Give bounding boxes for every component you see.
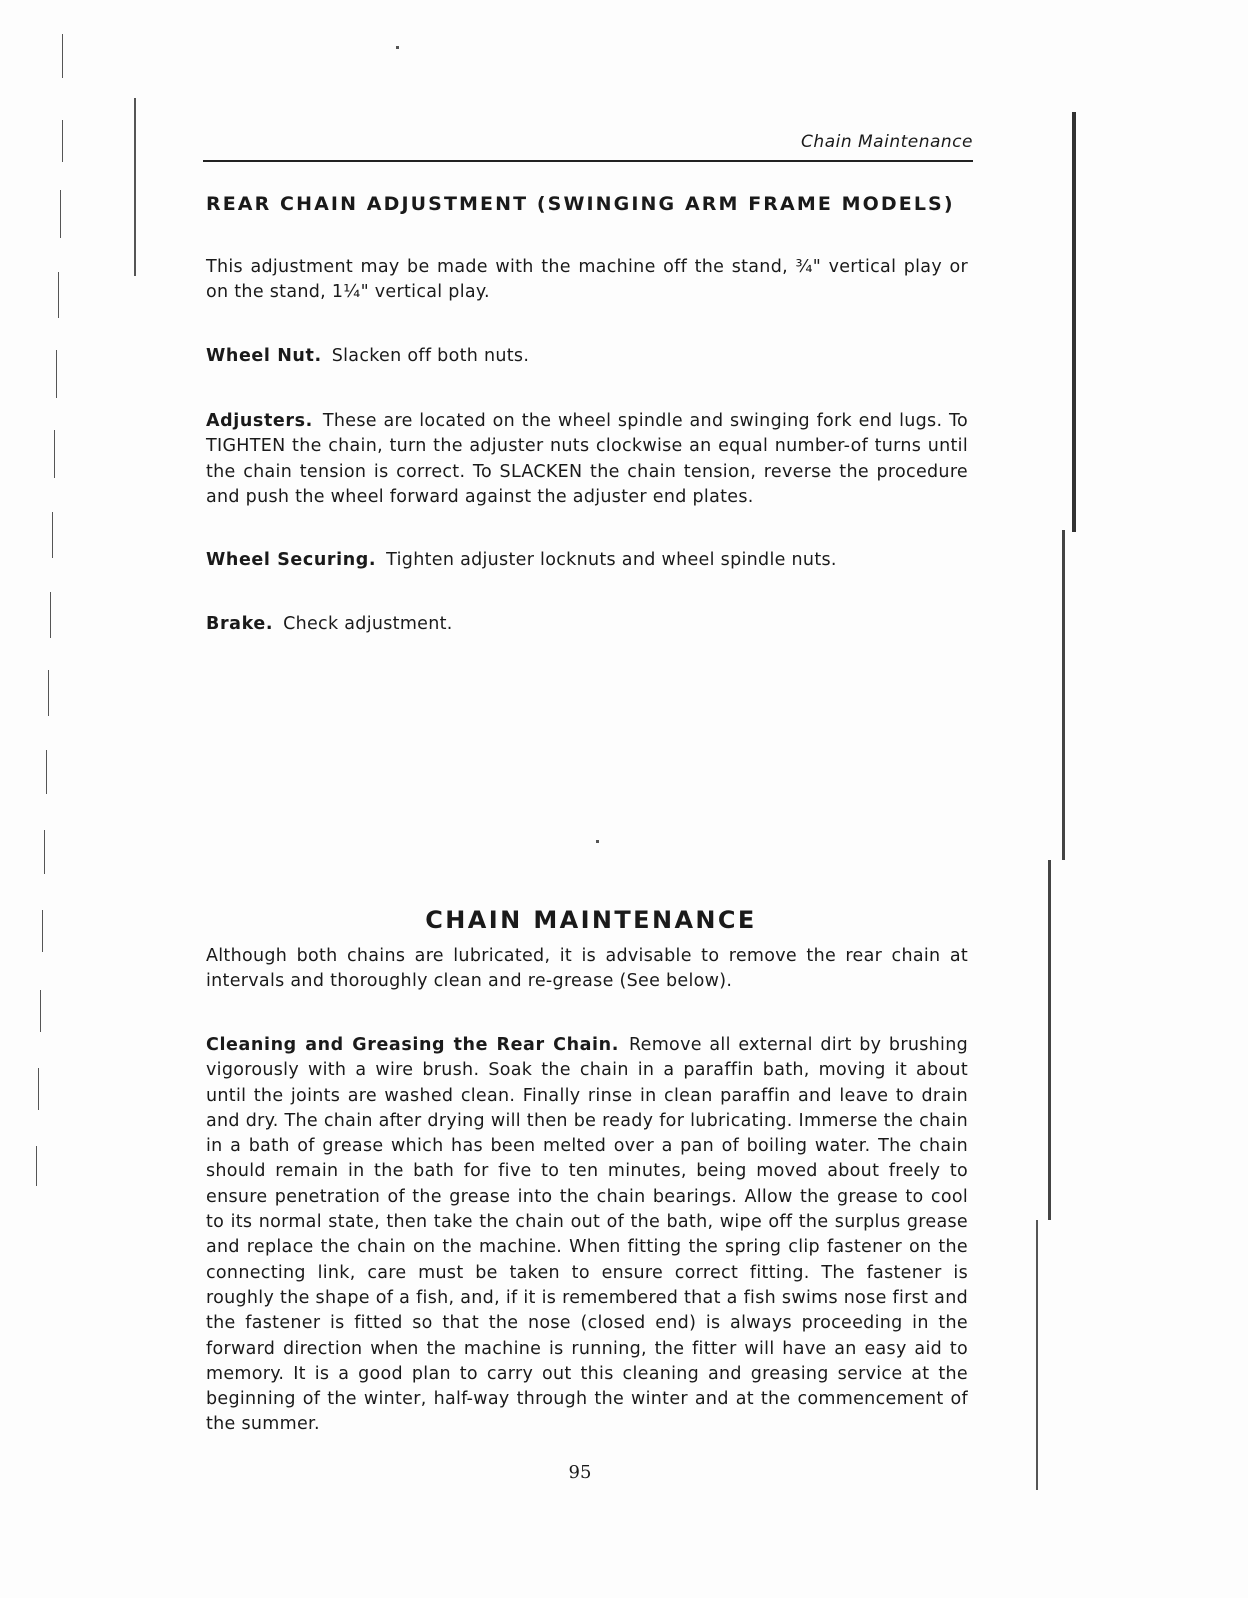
wheel-nut-text: Slacken off both nuts. [331,346,530,366]
scan-artifact-left-edge-2 [62,120,63,162]
scan-artifact-left-edge-14 [38,1068,39,1110]
scan-artifact-right-edge-4 [1036,1220,1038,1490]
brake-text: Check adjustment. [283,614,453,634]
wheel-securing-label: Wheel Securing. [206,550,377,570]
running-head: Chain Maintenance [801,132,973,152]
wheel-nut-label: Wheel Nut. [206,346,322,366]
scan-artifact-left-edge-10 [46,750,47,794]
rear-chain-intro-paragraph: This adjustment may be made with the machine off the stand, ¾" vertical play or on the stand, 1¼" vertical play. [206,257,968,303]
cleaning-greasing-text: Remove all external dirt by brushing vigorously with a wire brush. Soak the chain in a paraffin bath, moving it about until the joints are washed clean. Finally rinse in clean paraffin and leave to drain and dry. The chain after drying will then be ready for lubricating. Immerse the chain in a bath of grease which has been melted over a pan of boiling water. The chain should remain in the bath for five to ten minutes, being moved about freely to ensure penetration of the grease into the chain bearings. Allow the grease to cool to its normal state, then take the chain out of the bath, wipe off the surplus grease and replace the chain on the machine. When fitting the spring clip fastener on the connecting link, care must be taken to ensure correct fitting. The fastener is roughly the shape of a fish, and, if it is remembered that a fish swims nose first and the fastener is fitted so that the nose (closed end) is always proceeding in the forward direction when the machine is running, the fitter will have an easy aid to memory. It is a good plan to carry out this cleaning and greasing service at the beginning of the winter, half-way through the winter and at the commencement of the summer. [206,1035,968,1435]
scan-artifact-left-edge-7 [52,512,53,558]
adjusters-text: These are located on the wheel spindle and swinging fork end lugs. To TIGHTEN the chain, turn the adjuster nuts clockwise an equal number-of turns until the chain tension is correct. To SLACKEN the chain tension, reverse the procedure and push the wheel forward against the adjuster end plates. [206,411,968,507]
adjusters-paragraph [206,409,968,510]
section-title-chain-maintenance: CHAIN MAINTENANCE [425,906,757,934]
scan-artifact-left-edge-3 [60,190,61,238]
brake-paragraph [206,612,968,637]
wheel-securing-text: Tighten adjuster locknuts and wheel spindle nuts. [386,550,837,570]
wheel-securing-paragraph [206,548,968,573]
scan-artifact-left-edge-1 [62,34,63,78]
scan-artifact-dot-2 [596,840,599,843]
scan-artifact-left-edge-8 [50,592,51,638]
scan-artifact-left-edge-6 [54,430,55,478]
scan-artifact-left-edge-13 [40,990,41,1032]
brake-label: Brake. [206,614,274,634]
scan-artifact-binding-edge [134,98,136,276]
header-rule [203,160,973,162]
scan-artifact-right-edge-1 [1072,112,1076,532]
cleaning-greasing-paragraph [206,1033,968,1438]
scan-artifact-left-edge-15 [36,1146,37,1186]
page-number: 95 [568,1462,592,1483]
chain-maintenance-intro-paragraph: Although both chains are lubricated, it is advisable to remove the rear chain at intervals and thoroughly clean and re-grease (See below). [206,946,968,992]
wheel-nut-paragraph [206,344,968,369]
cleaning-greasing-label: Cleaning and Greasing the Rear Chain. [206,1035,619,1055]
adjusters-label: Adjusters. [206,411,313,431]
scan-artifact-left-edge-5 [56,350,57,398]
scan-artifact-left-edge-9 [48,670,49,716]
scan-artifact-right-edge-3 [1048,860,1051,1220]
scan-artifact-right-edge-2 [1062,530,1065,860]
scan-artifact-left-edge-11 [44,830,45,874]
section-title-rear-chain-adjustment: REAR CHAIN ADJUSTMENT (SWINGING ARM FRAME MODELS) [206,193,955,215]
scan-artifact-dot-1 [396,46,399,49]
scan-artifact-left-edge-12 [42,910,43,952]
scan-artifact-left-edge-4 [58,272,59,318]
